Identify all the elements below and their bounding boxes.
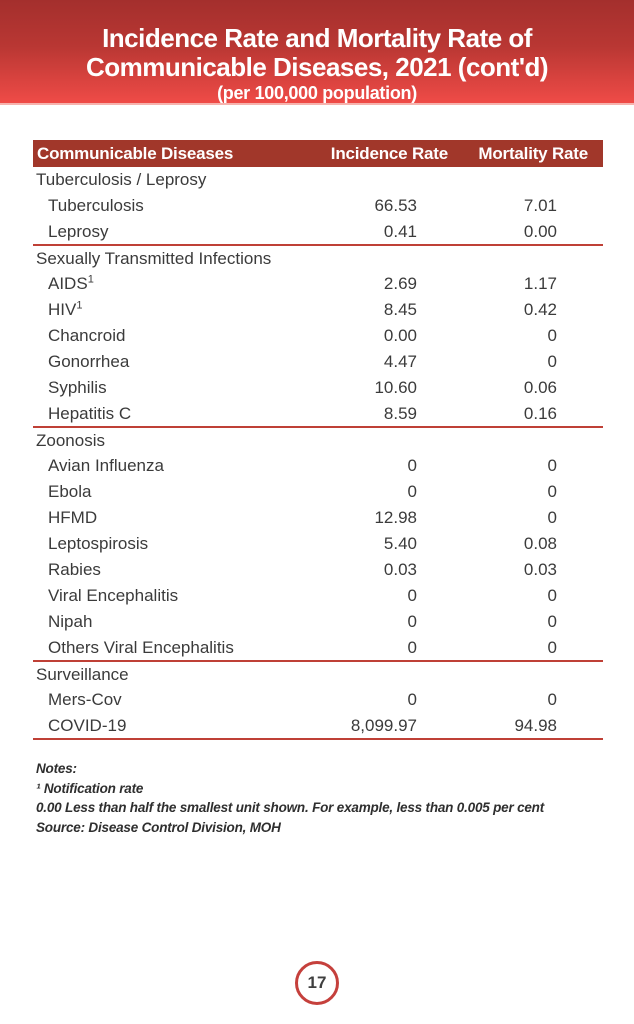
incidence-value: 12.98 bbox=[374, 508, 417, 527]
table-container bbox=[33, 140, 603, 740]
mortality-value: 0 bbox=[547, 352, 557, 371]
mortality-value: 1.17 bbox=[523, 274, 557, 293]
mortality-value: 0.03 bbox=[523, 560, 557, 579]
incidence-value: 0 bbox=[288, 635, 448, 661]
category-label: Tuberculosis / Leprosy bbox=[36, 170, 207, 189]
table-row bbox=[33, 687, 603, 713]
category-row bbox=[33, 167, 603, 193]
mortality-value: 0.08 bbox=[523, 534, 557, 553]
disease-name: Viral Encephalitis bbox=[48, 586, 179, 605]
incidence-value: 8.59 bbox=[288, 401, 448, 427]
column-header-diseases: Communicable Diseases bbox=[33, 140, 288, 167]
disease-name: COVID-19 bbox=[33, 713, 288, 739]
footnote-marker: 1 bbox=[76, 299, 83, 312]
incidence-value: 0.41 bbox=[288, 219, 448, 245]
mortality-value: 7.01 bbox=[523, 196, 557, 215]
incidence-value: 0.03 bbox=[383, 560, 417, 579]
category-label: Sexually Transmitted Infections bbox=[36, 248, 272, 268]
incidence-value: 0 bbox=[407, 586, 417, 605]
note-line-source: Source: Disease Control Division, MOH bbox=[36, 819, 281, 835]
mortality-value: 0.16 bbox=[448, 401, 588, 427]
incidence-value: 10.60 bbox=[374, 378, 417, 397]
footnote-marker: 1 bbox=[87, 273, 94, 286]
table-row bbox=[33, 531, 603, 557]
disease-name: AIDS$^1$ bbox=[48, 273, 94, 293]
disease-name: Ebola bbox=[48, 482, 92, 501]
incidence-value: 4.47 bbox=[383, 352, 417, 371]
table-group bbox=[33, 245, 603, 427]
spacer-cell bbox=[588, 583, 603, 609]
spacer-cell bbox=[588, 687, 603, 713]
notes-block bbox=[36, 759, 544, 837]
spacer-cell bbox=[588, 479, 603, 505]
disease-name: Tuberculosis bbox=[48, 196, 144, 215]
table-group bbox=[33, 661, 603, 739]
table-row bbox=[33, 557, 603, 583]
disease-name: Syphilis bbox=[48, 378, 107, 397]
disease-name: Avian Influenza bbox=[48, 456, 164, 475]
mortality-value: 0 bbox=[547, 508, 557, 527]
page-title-line-2: Communicable Diseases, 2021 (cont'd) bbox=[85, 52, 549, 82]
table-row bbox=[33, 635, 603, 661]
column-header-mortality: Mortality Rate bbox=[448, 140, 588, 167]
category-label: Zoonosis bbox=[36, 430, 105, 450]
mortality-value: 0 bbox=[547, 326, 557, 345]
page-subtitle: (per 100,000 population) bbox=[217, 83, 417, 103]
incidence-value: 2.69 bbox=[383, 274, 417, 293]
incidence-value: 66.53 bbox=[374, 196, 417, 215]
spacer-cell bbox=[588, 297, 603, 323]
mortality-value: 94.98 bbox=[448, 713, 588, 739]
table-row bbox=[33, 375, 603, 401]
table-row bbox=[33, 453, 603, 479]
mortality-value: 0.06 bbox=[523, 378, 557, 397]
spacer-cell bbox=[588, 453, 603, 479]
disease-name: Hepatitis C bbox=[33, 401, 288, 427]
spacer-cell bbox=[588, 401, 603, 427]
table-row bbox=[33, 271, 603, 297]
mortality-value: 0 bbox=[547, 612, 557, 631]
table-row bbox=[33, 713, 603, 739]
mortality-value: 0 bbox=[547, 482, 557, 501]
table-row bbox=[33, 193, 603, 219]
table-row bbox=[33, 609, 603, 635]
spacer-cell bbox=[588, 219, 603, 245]
spacer-cell bbox=[588, 557, 603, 583]
table-row bbox=[33, 349, 603, 375]
spacer-cell bbox=[588, 193, 603, 219]
disease-name: Others Viral Encephalitis bbox=[33, 635, 288, 661]
incidence-value: 0 bbox=[407, 690, 417, 709]
disease-name: Chancroid bbox=[48, 326, 126, 345]
table-row bbox=[33, 401, 603, 427]
spacer-cell bbox=[588, 271, 603, 297]
incidence-value: 8,099.97 bbox=[288, 713, 448, 739]
category-row bbox=[33, 427, 603, 453]
page-number: 17 bbox=[307, 973, 327, 992]
table-row bbox=[33, 297, 603, 323]
mortality-value: 0 bbox=[448, 635, 588, 661]
spacer-cell bbox=[588, 349, 603, 375]
incidence-value: 5.40 bbox=[383, 534, 417, 553]
spacer-cell bbox=[588, 635, 603, 661]
mortality-value: 0.00 bbox=[448, 219, 588, 245]
table-row bbox=[33, 323, 603, 349]
table-row bbox=[33, 505, 603, 531]
mortality-value: 0 bbox=[547, 690, 557, 709]
category-row bbox=[33, 245, 603, 271]
note-line-notification-rate: ¹ Notification rate bbox=[36, 780, 144, 796]
incidence-value: 0 bbox=[407, 482, 417, 501]
disease-name: Leprosy bbox=[33, 219, 288, 245]
table-group bbox=[33, 167, 603, 245]
spacer-cell bbox=[588, 505, 603, 531]
note-line-smallest-unit: 0.00 Less than half the smallest unit shown. For example, less than 0.005 per cent bbox=[36, 800, 545, 815]
spacer-cell bbox=[588, 531, 603, 557]
table-group bbox=[33, 427, 603, 661]
table-header-row bbox=[33, 140, 603, 167]
table-row bbox=[33, 219, 603, 245]
disease-name: Nipah bbox=[48, 612, 93, 631]
page-header-banner bbox=[0, 0, 634, 105]
table-row bbox=[33, 479, 603, 505]
mortality-value: 0 bbox=[547, 586, 557, 605]
disease-name: HFMD bbox=[48, 508, 98, 527]
disease-name: Mers-Cov bbox=[48, 690, 122, 709]
mortality-value: 0.42 bbox=[523, 300, 557, 319]
disease-name: Leptospirosis bbox=[48, 534, 149, 553]
spacer-cell bbox=[588, 609, 603, 635]
disease-name: Gonorrhea bbox=[48, 352, 130, 371]
disease-name: HIV$^1$ bbox=[48, 299, 83, 319]
notes-label: Notes: bbox=[36, 761, 77, 776]
table-row bbox=[33, 583, 603, 609]
spacer-cell bbox=[588, 375, 603, 401]
column-header-spacer bbox=[588, 140, 603, 167]
page-title-line-1: Incidence Rate and Mortality Rate of bbox=[102, 23, 532, 53]
mortality-value: 0 bbox=[547, 456, 557, 475]
incidence-value: 0 bbox=[407, 456, 417, 475]
incidence-value: 0 bbox=[407, 612, 417, 631]
category-label: Surveillance bbox=[36, 664, 129, 684]
page-number-badge bbox=[295, 961, 339, 1005]
disease-name: Rabies bbox=[48, 560, 101, 579]
spacer-cell bbox=[588, 713, 603, 739]
spacer-cell bbox=[588, 323, 603, 349]
column-header-incidence: Incidence Rate bbox=[288, 140, 448, 167]
category-row bbox=[33, 661, 603, 687]
incidence-value: 0.00 bbox=[383, 326, 417, 345]
disease-table bbox=[33, 140, 603, 740]
incidence-value: 8.45 bbox=[383, 300, 417, 319]
